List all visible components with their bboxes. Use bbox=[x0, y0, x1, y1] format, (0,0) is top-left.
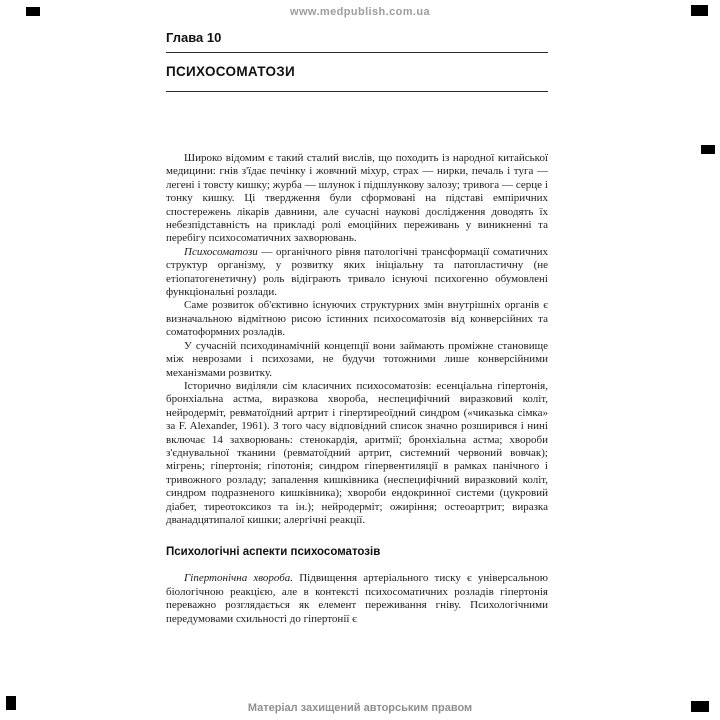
paragraph-lead: Психосоматози bbox=[184, 245, 258, 258]
chapter-title: ПСИХОСОМАТОЗИ bbox=[166, 64, 296, 79]
divider bbox=[166, 91, 548, 92]
section-heading: Психологічні аспекти психосоматозів bbox=[166, 546, 381, 559]
paragraph-text: У сучасній психодинамічній концепції вони займають проміжне становище між неврозами і психозами, не будучи тотожними лише конверсійними механізмами розвитку. bbox=[166, 339, 548, 379]
paragraph-text: Саме розвиток об'єктивно існуючих структурних змін внутрішніх органів є визначальною відмітною рисою істинних психосоматозів від конверсійних та соматоформних розладів. bbox=[166, 299, 548, 339]
copyright-watermark: Матеріал захищений авторським правом bbox=[247, 702, 473, 714]
scan-artifact-right-edge bbox=[701, 145, 715, 154]
paragraph-text: Історично виділяли сім класичних психосоматозів: есенціальна гіпертонія, бронхіальна астма, виразкова хвороба, неспецифічний виразковий коліт, нейродерміт, ревматоїдний артрит і гіпертиреоїдний синдром («чиказька сімка» за F. Alexander, 1961). З того часу відповідний список значно розширився і нині включає 14 захворювань: стенокардія, аритмії; бронхіальна астма; хвороби з'єднувальної тканини (ревматоїдний артрит, системний червоний вовчак); мігрень; гіпертонія; гіпотонія; синдром гіпервентиляції в рамках панічного і тривожного розладу; запалення кишківника (неспецифічний виразковий коліт, синдром подразненого кишківника); хвороби ендокринної системи (цукровий діабет, тиреотоксикоз та ін.); нейродерміт; ожиріння; остеоартрит; виразка дванадцятипалої кишки; алергічні реакції. bbox=[166, 379, 548, 526]
paragraph-text: Підвищення артеріального тиску є універсальною біологічною реакцією, але в контексті психосоматичних розладів гіпертонія переважно розглядається як елемент переживання гніву. Психологічними передумовами схильності до гіпертонії є bbox=[166, 572, 548, 625]
paragraph bbox=[166, 380, 548, 527]
body-text bbox=[166, 152, 548, 626]
paragraph-text: Широко відомим є такий сталий вислів, що походить із народної китайської медицини: гнів з'їдає печінку і жовчний міхур, страх — нирки, печаль і туга — легені і товсту кишку; журба — шлунок і підшлункову залозу; тривога — серце і тонку кишку. Ці твердження були сформовані на підставі емпіричних спостережень лікарів давнини, але сучасні наукові дослідження доводять їх небезпідставність на прикладі ролі емоційних переживань у виникненні та перебігу психосоматичних захворювань. bbox=[166, 152, 548, 245]
paragraph bbox=[166, 152, 548, 246]
divider bbox=[166, 52, 548, 53]
publisher-watermark: www.medpublish.com.ua bbox=[289, 6, 430, 18]
paragraph bbox=[166, 572, 548, 626]
paragraph-text: — органічного рівня патологічні трансформації соматичних структур організму, у розвитку яких ініціальну та патопластичну (не етіопатогенетичну) роль відіграють тривало існуючі психогенно обумовлені функціональні розлади. bbox=[166, 245, 548, 299]
paragraph-lead: Гіпертонічна хвороба. bbox=[184, 572, 294, 585]
page-content bbox=[166, 30, 548, 626]
paragraph bbox=[166, 246, 548, 300]
paragraph bbox=[166, 340, 548, 380]
paragraph bbox=[166, 299, 548, 339]
chapter-label: Глава 10 bbox=[166, 30, 222, 45]
